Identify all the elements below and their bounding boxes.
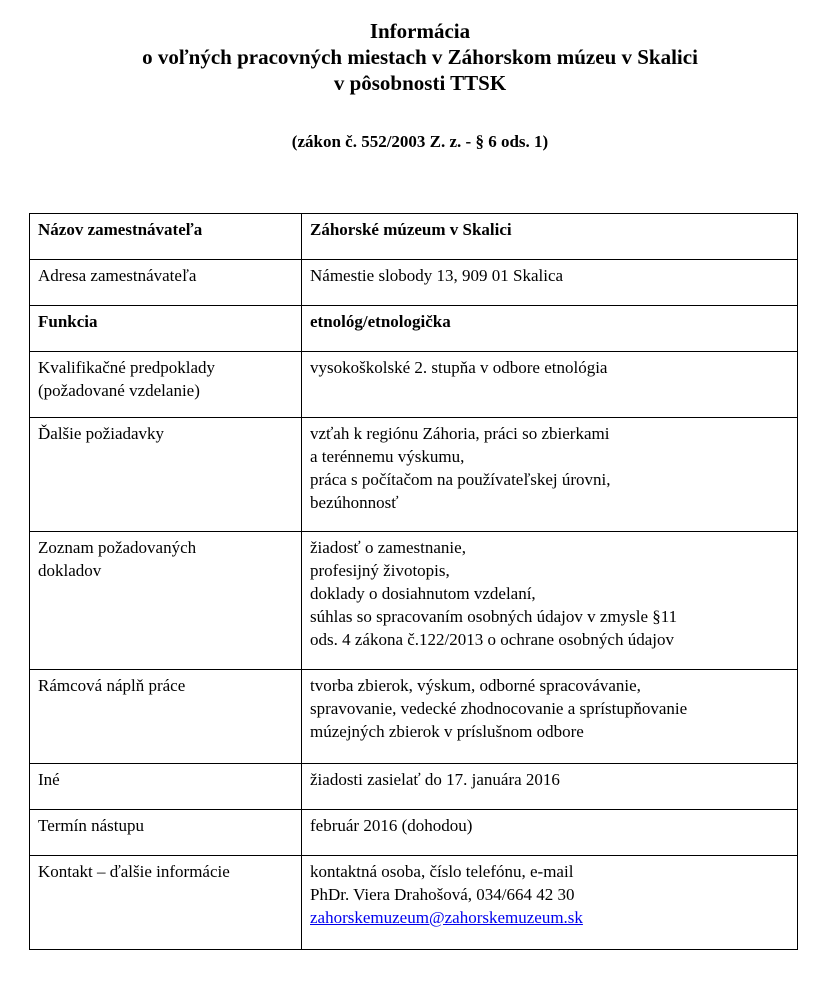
row-value: Námestie slobody 13, 909 01 Skalica <box>302 260 798 306</box>
job-info-table <box>29 213 798 950</box>
title-line-1: Informácia <box>369 19 471 43</box>
row-value: Záhorské múzeum v Skalici <box>302 214 798 260</box>
row-label: Názov zamestnávateľa <box>30 214 302 260</box>
table-row <box>30 532 798 670</box>
table-row <box>30 670 798 764</box>
table-row <box>30 418 798 532</box>
table-row <box>30 764 798 810</box>
row-value: žiadosť o zamestnanie, profesijný životopis, doklady o dosiahnutom vzdelaní, súhlas so spracovaním osobných údajov v zmysle §11 ods. 4 zákona č.122/2013 o ochrane osobných údajov <box>302 532 798 670</box>
row-value: tvorba zbierok, výskum, odborné spracovávanie, spravovanie, vedecké zhodnocovanie a sprístupňovanie múzejných zbierok v príslušnom odbore <box>302 670 798 764</box>
row-value: kontaktná osoba, číslo telefónu, e-mail PhDr. Viera Drahošová, 034/664 42 30 zahorskemuzeum@zahorskemuzeum.sk <box>302 856 798 950</box>
law-reference: (zákon č. 552/2003 Z. z. - § 6 ods. 1) <box>291 132 549 151</box>
row-label: Kontakt – ďalšie informácie <box>30 856 302 950</box>
row-value: február 2016 (dohodou) <box>302 810 798 856</box>
row-label: Ďalšie požiadavky <box>30 418 302 532</box>
row-value: žiadosti zasielať do 17. januára 2016 <box>302 764 798 810</box>
row-label: Kvalifikačné predpoklady (požadované vzdelanie) <box>30 352 302 418</box>
title-line-2: o voľných pracovných miestach v Záhorskom múzeu v Skalici <box>142 45 698 69</box>
row-label: Funkcia <box>30 306 302 352</box>
table-row <box>30 810 798 856</box>
row-label: Termín nástupu <box>30 810 302 856</box>
table-row <box>30 306 798 352</box>
row-value: vysokoškolské 2. stupňa v odbore etnológia <box>302 352 798 418</box>
table-row <box>30 352 798 418</box>
row-value: etnológ/etnologička <box>302 306 798 352</box>
row-value: vzťah k regiónu Záhoria, práci so zbierkami a terénnemu výskumu, práca s počítačom na používateľskej úrovni, bezúhonnosť <box>302 418 798 532</box>
table-row <box>30 260 798 306</box>
table-row <box>30 214 798 260</box>
document-title <box>0 18 840 96</box>
row-label: Rámcová náplň práce <box>30 670 302 764</box>
table-row <box>30 856 798 950</box>
row-label: Adresa zamestnávateľa <box>30 260 302 306</box>
contact-email-link[interactable]: zahorskemuzeum@zahorskemuzeum.sk <box>310 908 583 927</box>
row-label: Zoznam požadovaných dokladov <box>30 532 302 670</box>
row-label: Iné <box>30 764 302 810</box>
title-line-3: v pôsobnosti TTSK <box>333 71 507 95</box>
